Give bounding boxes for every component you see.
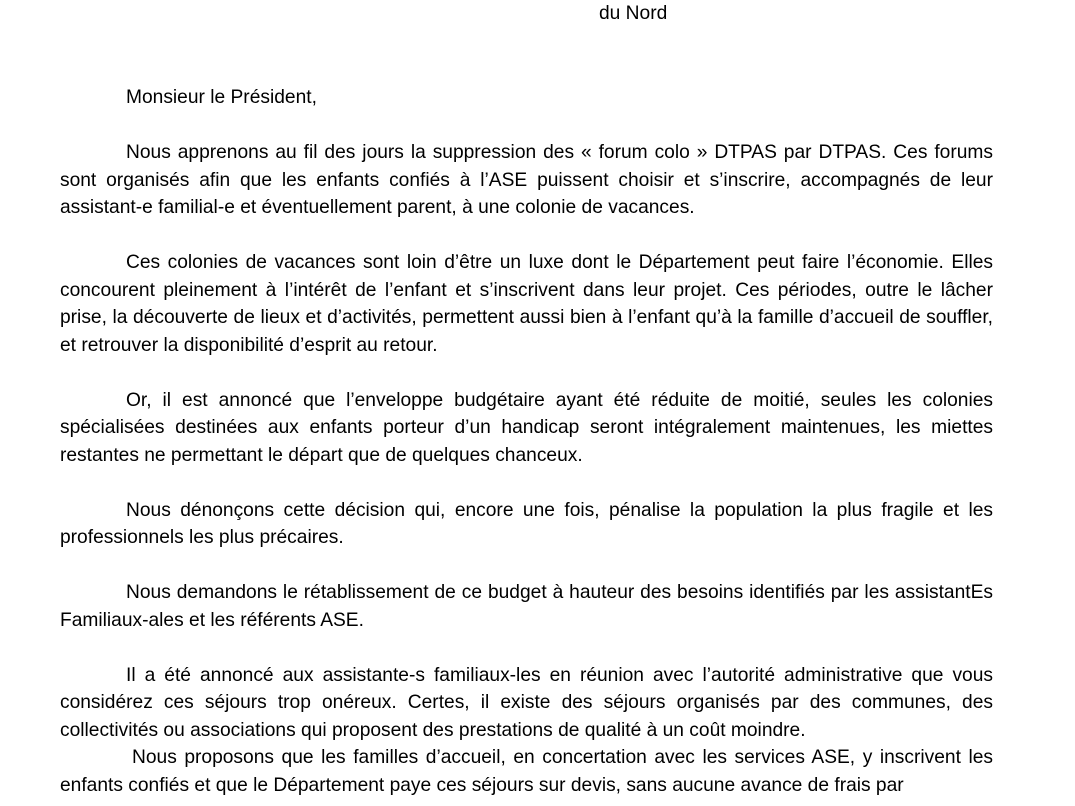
paragraph-demand: Nous demandons le rétablissement de ce budget à hauteur des besoins identifiés par les assistantEs Familiaux-ales et les référents ASE. — [60, 582, 993, 631]
paragraph-denunciation: Nous dénonçons cette décision qui, encore une fois, pénalise la population la plus fragile et les professionnels les plus précaires. — [60, 499, 993, 548]
paragraph-proposal: Nous proposons que les familles d’accueil, en concertation avec les services ASE, y inscrivent les enfants confiés et que le Département paye ces séjours sur devis, sans aucune avance de frais par — [60, 747, 993, 796]
letter-body — [60, 139, 993, 799]
salutation: Monsieur le Président, — [126, 87, 317, 108]
paragraph-budget-reduction: Or, il est annoncé que l’enveloppe budgétaire ayant été réduite de moitié, seules les colonies spécialisées destinées aux enfants porteur d’un handicap seront intégralement maintenues, les miettes restantes ne permettant le départ que de quelques chanceux. — [60, 389, 993, 466]
recipient-line: du Nord — [599, 3, 668, 24]
paragraph-colonies-importance: Ces colonies de vacances sont loin d’être un luxe dont le Département peut faire l’économie. Elles concourent pleinement à l’intérêt de l’enfant et s’inscrivent dans leur projet. Ces périodes, outre le lâcher prise, la découverte de lieux et d’activités, permettent aussi bien à l’enfant qu’à la famille d’accueil de souffler, et retrouver la disponibilité d’esprit au retour. — [60, 252, 993, 356]
paragraph-cost-concern: Il a été annoncé aux assistante-s familiaux-les en réunion avec l’autorité administrative que vous considérez ces séjours trop onéreux. Certes, il existe des séjours organisés par des communes, des collectivités ou associations qui proposent des prestations de qualité à un coût moindre. — [60, 664, 993, 741]
paragraph-forum-colo: Nous apprenons au fil des jours la suppression des « forum colo » DTPAS par DTPAS. Ces forums sont organisés afin que les enfants confiés à l’ASE puissent choisir et s’inscrire, accompagnés de leur assistant-e familial-e et éventuellement parent, à une colonie de vacances. — [60, 142, 993, 218]
